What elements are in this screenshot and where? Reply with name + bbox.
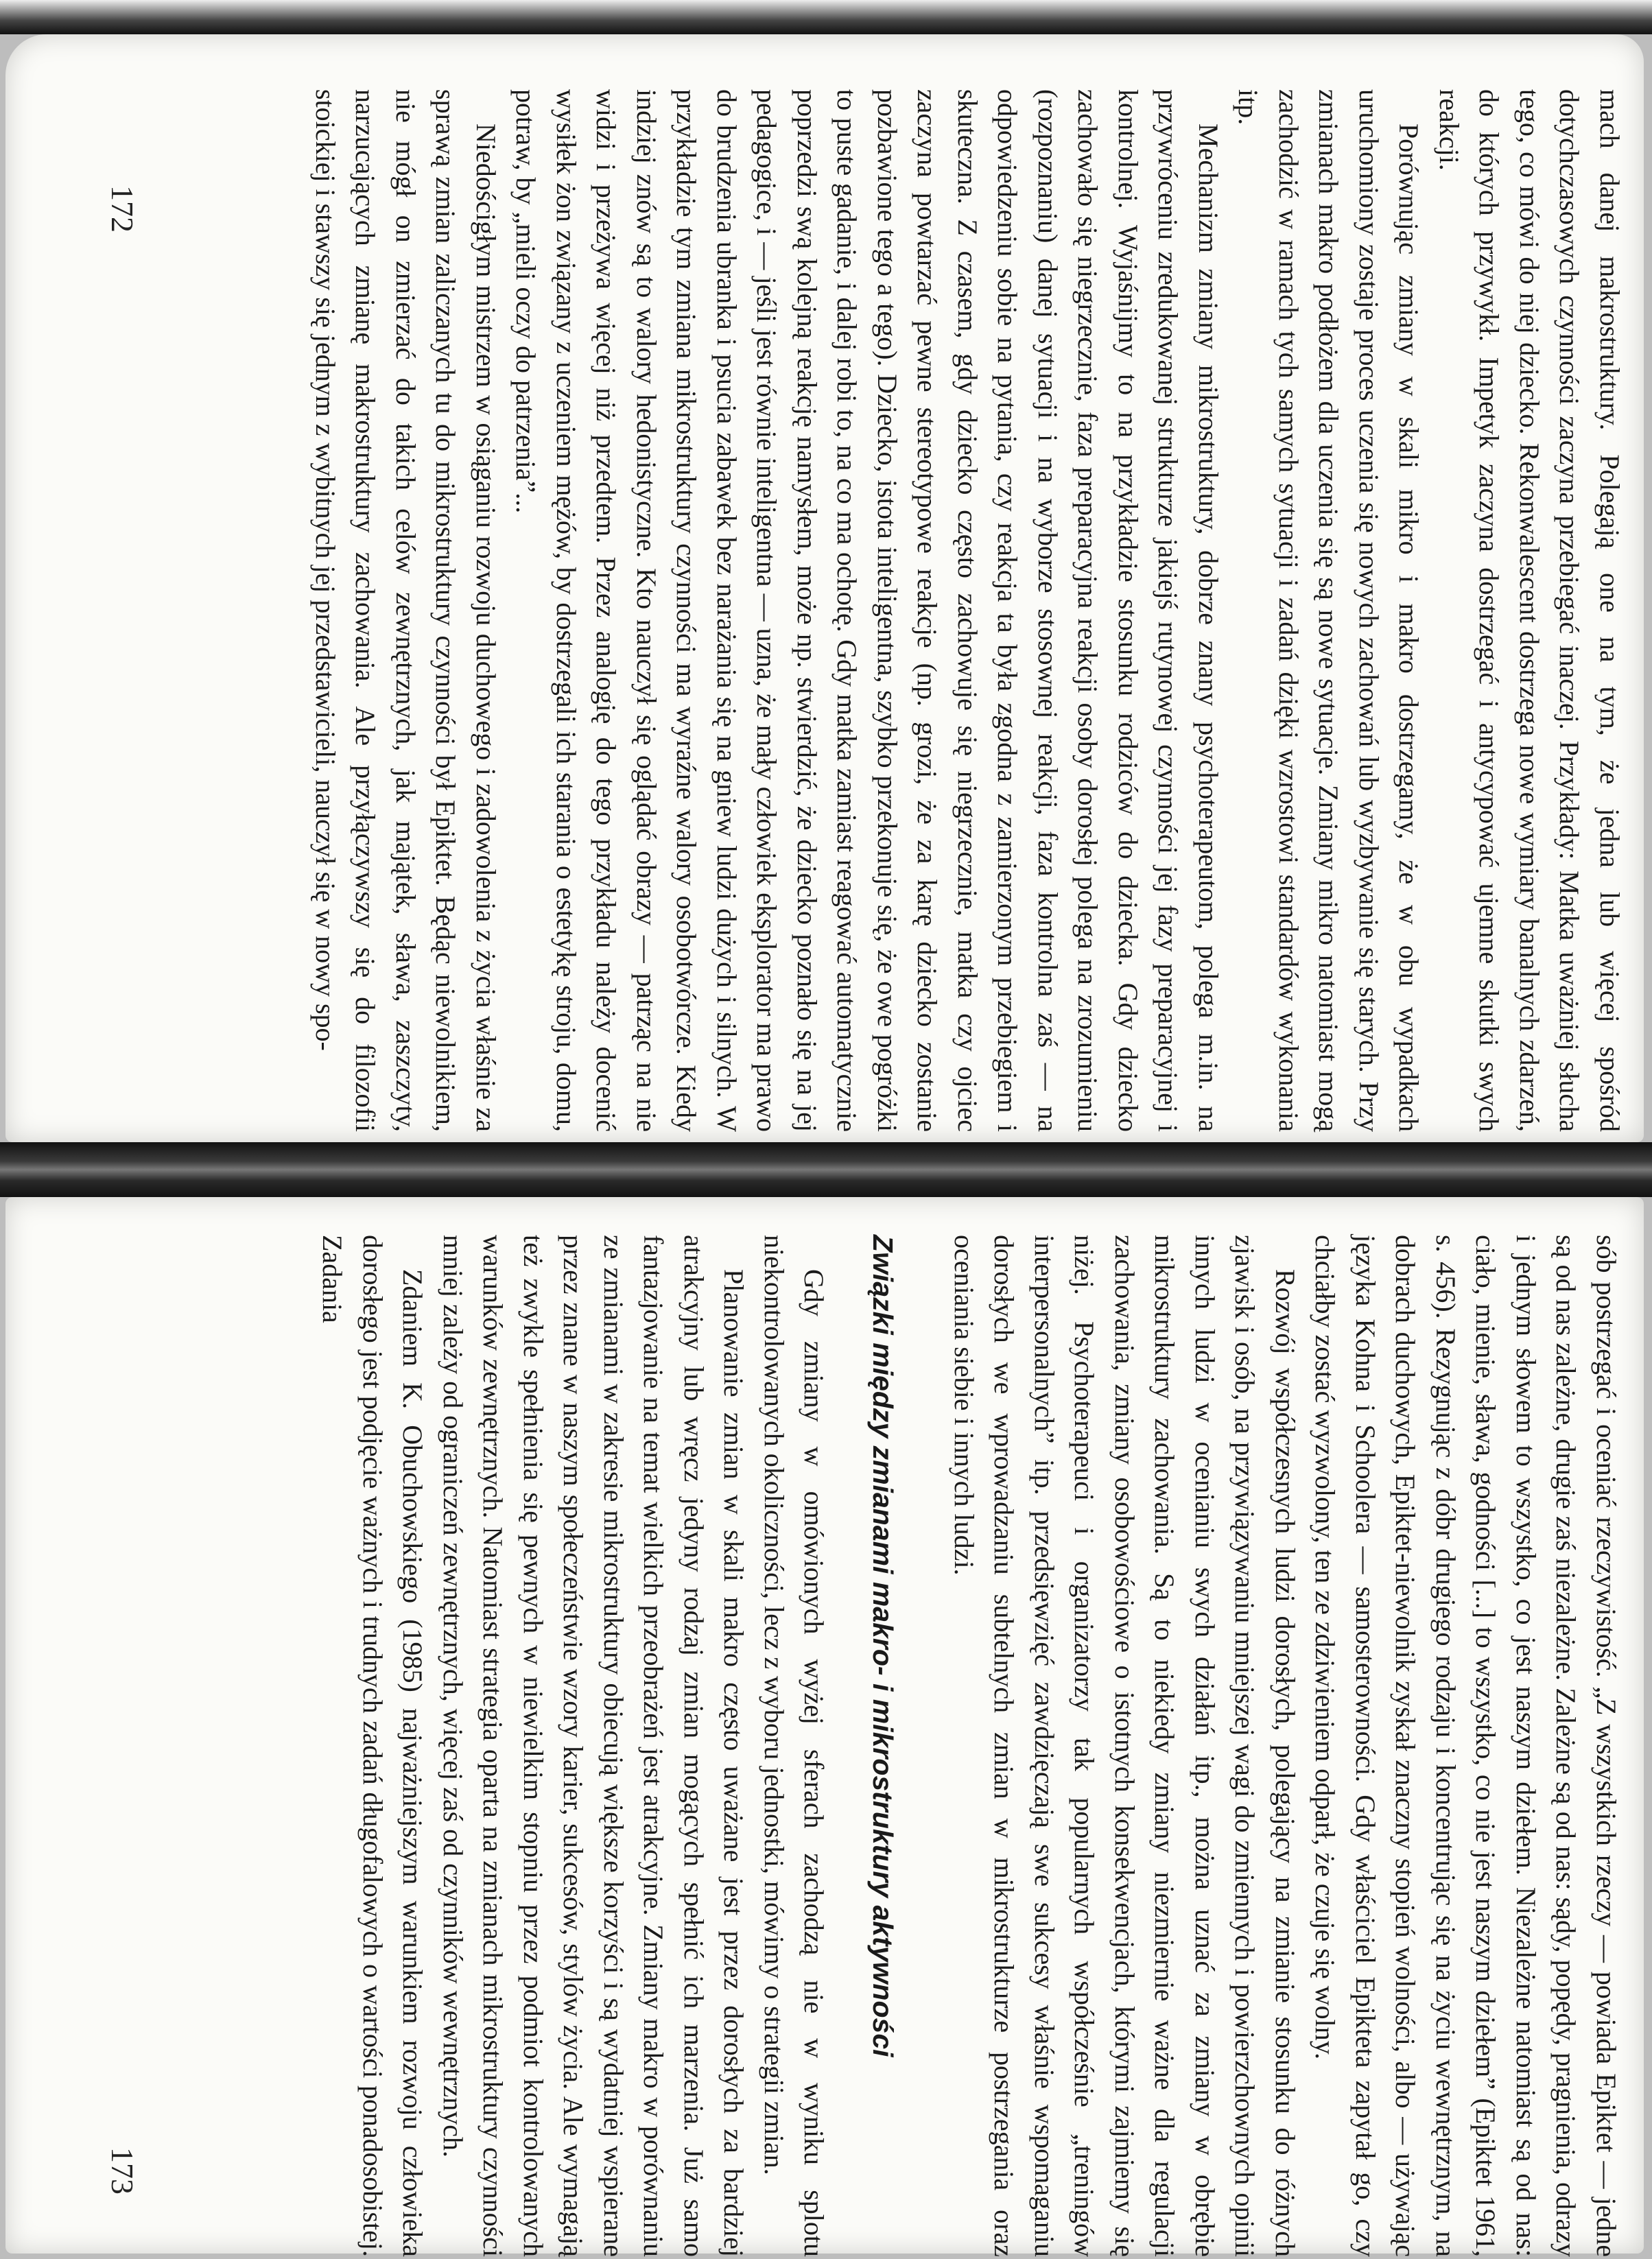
left-page-number: 172 [105, 185, 140, 233]
left-paragraph-4: Niedościgłym mistrzem w osiąganiu rozwoju duchowego i zadowolenia z życia właśnie za sprawą zmian zaliczanych tu do mikrostruktury czynności był Epiktet. Będąc niewolnikiem, nie mógł on zmierzać do takich celów zewnętrznych, jak majątek, sława, zaszczyty, narzucających zmianę makrostruktury zachowania. Ale przyłączywszy się do filozofii stoickiej i stawszy się jednym z wybitnych jej przedstawicieli, nauczył się w nowy spo- [310, 89, 502, 1132]
right-page-text [220, 1235, 1626, 2257]
top-edge-shadow [0, 0, 1652, 34]
right-paragraph-1: sób postrzegać i oceniać rzeczywistość. „Z wszystkich rzeczy — powiada Epiktet — jedne są od nas zależne, drugie zaś niezależne. Zależne są od nas: sądy, popędy, pragnienia, odrazy i jednym słowem to wszystko, co jest naszym dziełem. Niezależne natomiast są od nas: ciało, mienie, sława, godności [...] to wszystko, co nie jest naszym dziełem” (Epiktet 1961, s. 456). Rezygnując z dóbr drugiego rodzaju i koncentrując się na życiu wewnętrznym, na dobrach duchowych, Epiktet-niewolnik zyskał znaczny stopień wolności, albo — używając języka Kohna i Schoolera — samosterowności. Gdy właściciel Epikteta zapytał go, czy chciałby zostać wyzwolony, ten ze zdziwieniem odparł, że czuje się wolny. [1310, 1235, 1622, 2257]
left-paragraph-3: Mechanizm zmiany mikrostruktury, dobrze znany psychoterapeutom, polega m.in. na przywróceniu zredukowanej strukturze jakiejś rutynowej czynności jej fazy preparacyjnej i kontrolnej. Wyjaśnijmy to na przykładzie stosunku rodziców do dziecka. Gdy dziecko zachowało się niegrzecznie, faza preparacyjna reakcji osoby dorosłej polega na zrozumieniu (rozpoznaniu) danej sytuacji i na wyborze stosownej reakcji, faza kontrolna zaś — na odpowiedzeniu sobie na pytania, czy reakcja ta była zgodna z zamierzonym przebiegiem i skuteczna. Z czasem, gdy dziecko często zachowuje się niegrzecznie, matka czy ojciec zaczyna powtarzać pewne stereotypowe reakcje (np. grozi, że za karę dziecko zostanie pozbawione tego a tego). Dziecko, istota inteligentna, szybko przekonuje się, że owe pogróżki to puste gadanie, i dalej robi to, na co ma ochotę. Gdy matka zamiast reagować automatycznie poprzedzi swą kolejną reakcję namysłem, może np. stwierdzić, że dziecko poznało się na jej pedagogice, i — jeśli jest równie inteligentna — uzna, że mały człowiek eksplorator ma prawo do brudzenia ubranka i psucia zabawek bez narażania się na gniew ludzi dużych i silnych. W przykładzie tym zmiana mikrostruktury czynności ma wyraźne walory osobotwórcze. Kiedy indziej znów są to walory hedonistyczne. Kto nauczył się oglądać obrazy — patrząc na nie widzi i przeżywa więcej niż przedtem. Przez analogię do tego przykładu należy docenić wysiłek żon związany z uczeniem mężów, by dostrzegali ich starania o estetykę stroju, domu, potraw, by „mieli oczy do patrzenia”... [510, 89, 1224, 1132]
right-paragraph-3: Gdy zmiany w omówionych wyżej sferach zachodzą nie w wyniku splotu niekontrolowanych okoliczności, lecz z wyboru jednostki, mówimy o strategii zmian. [759, 1235, 830, 2257]
right-page-number: 173 [105, 2147, 140, 2195]
book-gutter [0, 1142, 1652, 1197]
right-paragraph-5: Zdaniem K. Obuchowskiego (1985) najważniejszym warunkiem rozwoju człowieka dorosłego jest podjęcie ważnych i trudnych zadań długofalowych o wartości ponadosobistej. Zadania [317, 1235, 429, 2257]
left-paragraph-1: mach danej makrostruktury. Polegają one na tym, że jedna lub więcej spośród dotychczasowych czynności zaczyna przebiegać inaczej. Przykłady: Matka uważniej słucha tego, co mówi do niej dziecko. Rekonwalescent dostrzega nowe wymiary banalnych zdarzeń, do których przywykł. Impetyk zaczyna dostrzegać i antycypować ujemne skutki swych reakcji. [1434, 89, 1625, 1132]
right-paragraph-4: Planowanie zmian w skali makro często uważane jest przez dorosłych za bardziej atrakcyjny lub wręcz jedyny rodzaj zmian mogących spełnić ich marzenia. Już samo fantazjowanie na temat wielkich przeobrażeń jest atrakcyjne. Zmiany makro w porównaniu ze zmianami w zakresie mikrostruktury obiecują większe korzyści i są wydatniej wspierane przez znane w naszym społeczeństwie wzory karier, sukcesów, stylów życia. Ale wymagają też zwykle spełnienia się pewnych w niewielkim stopniu przez podmiot kontrolowanych warunków zewnętrznych. Natomiast strategia oparta na zmianach mikrostruktury czynności mniej zależy od ograniczeń zewnętrznych, więcej zaś od czynników wewnętrznych. [438, 1235, 750, 2257]
left-paragraph-2: Porównując zmiany w skali mikro i makro dostrzegamy, że w obu wypadkach uruchomiony zostaje proces uczenia się nowych zachowań lub wyzbywanie się starych. Przy zmianach makro podłożem dla uczenia się są nowe sytuacje. Zmiany mikro natomiast mogą zachodzić w ramach tych samych sytuacji i zadań dzięki wzrostowi standardów wykonania itp. [1233, 89, 1425, 1132]
left-page-text [257, 89, 1629, 1132]
section-heading: Związki między zmianami makro- i mikrostruktury aktywności [867, 1235, 899, 2057]
right-paragraph-2: Rozwój współczesnych ludzi dorosłych, polegający na zmianie stosunku do różnych zjawisk i osób, na przywiązywaniu mniejszej wagi do zmiennych i powierzchownych opinii innych ludzi w ocenianiu swych działań itp., można uznać za zmiany w obrębie mikrostruktury zachowania. Są to niekiedy zmiany niezmiernie ważne dla regulacji zachowania, zmiany osobowościowe o istotnych konsekwencjach, którymi zajmiemy się niżej. Psychoterapeuci i organizatorzy tak popularnych współcześnie „treningów interpersonalnych” itp. przedsięwzięć zawdzięczają swe sukcesy właśnie wspomaganiu dorosłych we wprowadzaniu subtelnych zmian w mikrostrukturze postrzegania oraz oceniania siebie i innych ludzi. [949, 1235, 1301, 2257]
